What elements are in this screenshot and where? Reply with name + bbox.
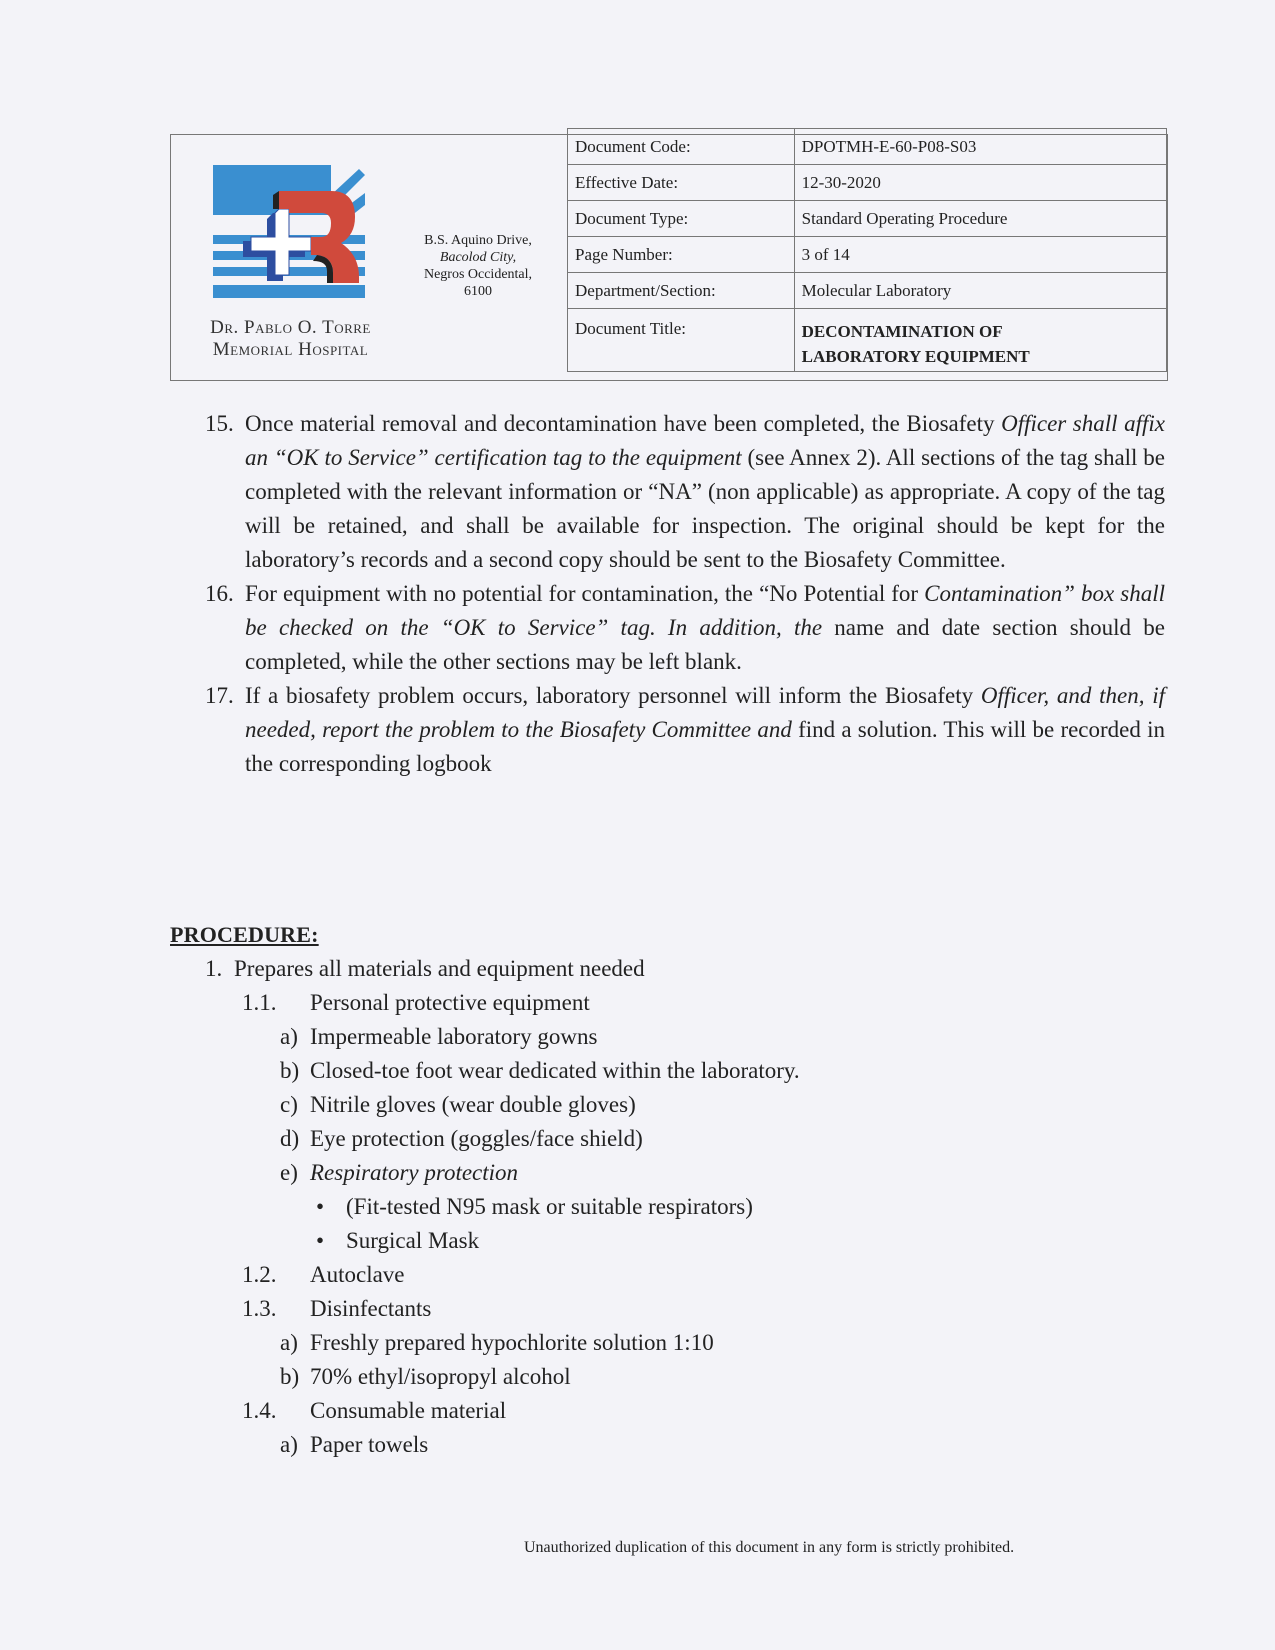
step-text: Freshly prepared hypochlorite solution 1:10 (310, 1330, 714, 1355)
bullet-icon: • (316, 1228, 325, 1253)
procedure-substep (170, 1258, 1070, 1292)
meta-row-effective-date (568, 165, 1167, 201)
meta-label: Page Number: (568, 237, 795, 273)
step-text: (Fit-tested N95 mask or suitable respirators) (346, 1194, 753, 1219)
procedure-item (170, 1326, 1070, 1360)
step-marker: b) (280, 1058, 300, 1083)
procedure-substep (170, 1394, 1070, 1428)
step-marker: 1.4. (242, 1398, 277, 1423)
document-meta-table (567, 128, 1167, 372)
item-text-italic: Contamination” box shall be checked on the “OK to Service” tag. In addition, the (245, 581, 1165, 640)
address-line1: B.S. Aquino Drive, (424, 233, 532, 248)
document-header (170, 134, 1168, 381)
document-title (794, 309, 1166, 372)
step-marker: 1.3. (242, 1296, 277, 1321)
item-text-italic: Officer shall affix an “OK to Service” certification tag to the equipment (245, 411, 1165, 470)
footer-notice: Unauthorized duplication of this document in any form is strictly prohibited. (524, 1539, 1015, 1556)
step-marker: 1. (205, 956, 223, 981)
procedure-item (170, 1088, 1070, 1122)
step-text: Consumable material (310, 1398, 507, 1423)
step-text: Eye protection (goggles/face shield) (310, 1126, 643, 1151)
hospital-name (183, 317, 398, 361)
procedure-step (170, 952, 1070, 986)
item-text: Once material removal and decontamination have been completed, the Biosafety (245, 411, 1002, 436)
meta-row-department (568, 273, 1167, 309)
step-text: Surgical Mask (346, 1228, 480, 1253)
step-marker: 1.2. (242, 1262, 277, 1287)
procedure-bullet (170, 1224, 1070, 1258)
document-title-line2: LABORATORY EQUIPMENT (801, 347, 1030, 366)
item-text-italic: Officer, and then, if needed, report the problem to the Biosafety Committee and (245, 683, 1165, 742)
meta-label: Document Title: (568, 309, 795, 372)
procedure-substep (170, 986, 1070, 1020)
meta-row-page-number (568, 237, 1167, 273)
item-number: 16. (205, 581, 234, 606)
meta-row-document-code (568, 129, 1167, 165)
item-number: 17. (205, 683, 234, 708)
document-title-line1: DECONTAMINATION OF (801, 322, 1003, 341)
procedure-heading: PROCEDURE: (170, 922, 319, 947)
step-marker: d) (280, 1126, 300, 1151)
item-text: find a solution. This will be recorded in the corresponding logbook (245, 717, 1165, 776)
step-marker: a) (280, 1330, 298, 1355)
hospital-name-line1: Dr. Pablo O. Torre (210, 317, 371, 338)
item-number: 15. (205, 411, 234, 436)
numbered-items (205, 407, 1165, 781)
step-marker: b) (280, 1364, 300, 1389)
step-text: 70% ethyl/isopropyl alcohol (310, 1364, 571, 1389)
step-text: Closed-toe foot wear dedicated within the laboratory. (310, 1058, 800, 1083)
procedure-item (170, 1122, 1070, 1156)
procedure-list (170, 952, 1070, 1462)
meta-label: Department/Section: (568, 273, 795, 309)
meta-label: Effective Date: (568, 165, 795, 201)
meta-row-document-title (568, 309, 1167, 372)
procedure-substep (170, 1292, 1070, 1326)
procedure-item (170, 1020, 1070, 1054)
step-text: Prepares all materials and equipment needed (234, 956, 645, 981)
meta-row-document-type (568, 201, 1167, 237)
hospital-address (403, 232, 553, 300)
meta-label: Document Type: (568, 201, 795, 237)
meta-value: DPOTMH-E-60-P08-S03 (794, 129, 1166, 165)
address-line2: Bacolod City, (439, 250, 517, 265)
item-text: For equipment with no potential for contamination, the “No Potential for (245, 581, 925, 606)
hospital-branding (171, 135, 571, 380)
meta-value: Molecular Laboratory (794, 273, 1166, 309)
meta-value: 3 of 14 (794, 237, 1166, 273)
address-line4: 6100 (464, 284, 492, 299)
procedure-item (170, 1360, 1070, 1394)
procedure-item (170, 1156, 1070, 1190)
step-text: Personal protective equipment (310, 990, 590, 1015)
meta-value: Standard Operating Procedure (794, 201, 1166, 237)
step-text: Respiratory protection (310, 1160, 519, 1185)
step-marker: e) (280, 1160, 298, 1185)
list-item (205, 577, 1165, 679)
bullet-icon: • (316, 1194, 325, 1219)
step-text: Nitrile gloves (wear double gloves) (310, 1092, 636, 1117)
step-text: Paper towels (310, 1432, 429, 1457)
address-line3: Negros Occidental, (423, 267, 533, 282)
step-marker: 1.1. (242, 990, 277, 1015)
item-text: If a biosafety problem occurs, laboratory personnel will inform the Biosafety (245, 683, 981, 708)
meta-label: Document Code: (568, 129, 795, 165)
procedure-item (170, 1054, 1070, 1088)
item-text: (see Annex 2). All sections of the tag shall be completed with the relevant information or “NA” (non applicable) as appropriate. A copy of the tag will be retained, and shall be available for inspection. The original should be kept for the laboratory’s records and a second copy should be sent to the Biosafety Committee. (245, 445, 1166, 572)
hospital-logo-icon (213, 165, 369, 301)
procedure-item (170, 1428, 1070, 1462)
list-item (205, 679, 1165, 781)
step-marker: a) (280, 1432, 298, 1457)
step-text: Autoclave (310, 1262, 405, 1287)
list-item (205, 407, 1165, 577)
hospital-name-line2: Memorial Hospital (212, 339, 369, 360)
step-text: Impermeable laboratory gowns (310, 1024, 598, 1049)
item-text: name and date section should be completed, while the other sections may be left blank. (245, 615, 1165, 674)
step-marker: a) (280, 1024, 298, 1049)
step-marker: c) (280, 1092, 298, 1117)
step-text: Disinfectants (310, 1296, 432, 1321)
procedure-bullet (170, 1190, 1070, 1224)
meta-value: 12-30-2020 (794, 165, 1166, 201)
